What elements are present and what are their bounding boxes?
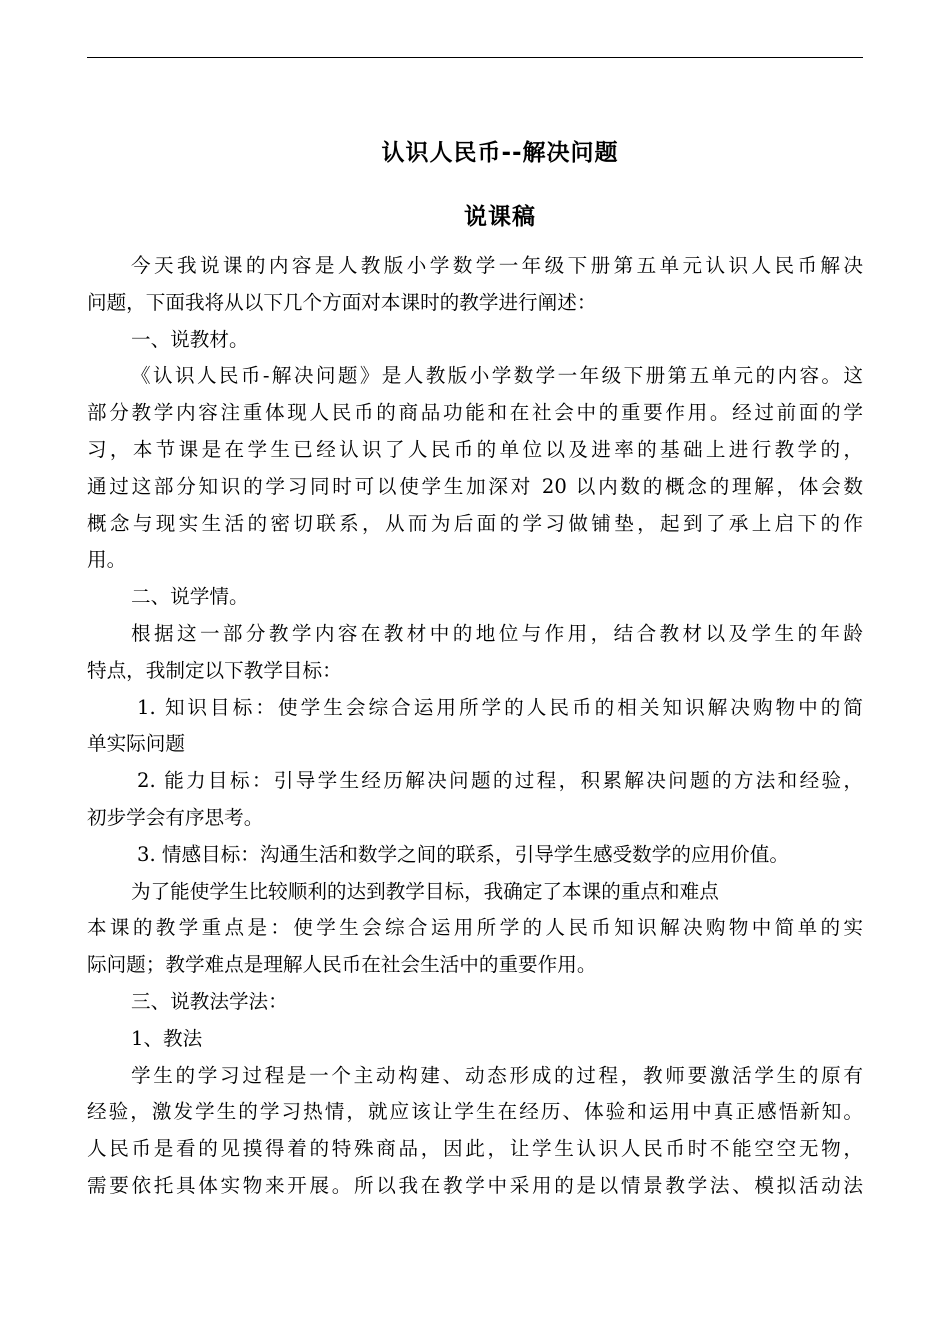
text-line: 际问题；教学难点是理解人民币在社会生活中的重要作用。	[87, 953, 597, 977]
text-line: 学生的学习过程是一个主动构建、动态形成的过程，教师要激活学生的原有	[131, 1063, 863, 1087]
list-item: 1. 知识目标：使学生会综合运用所学的人民币的相关知识解决购物中的简	[137, 695, 863, 719]
text-line: 概念与现实生活的密切联系，从而为后面的学习做铺垫，起到了承上启下的作	[87, 511, 863, 535]
text-line: 本课的教学重点是：使学生会综合运用所学的人民币知识解决购物中简单的实	[87, 916, 863, 940]
document-title: 认识人民币--解决问题	[381, 140, 619, 166]
text-line: 初步学会有序思考。	[87, 805, 264, 829]
text-line: 通过这部分知识的学习同时可以使学生加深对 20 以内数的概念的理解，体会数	[87, 474, 863, 498]
text-line: 今天我说课的内容是人教版小学数学一年级下册第五单元认识人民币解决	[131, 254, 863, 277]
text-line: 经验，激发学生的学习热情，就应该让学生在经历、体验和运用中真正感悟新知。	[87, 1100, 863, 1124]
text-line: 需要依托具体实物来开展。所以我在教学中采用的是以情景教学法、模拟活动法	[87, 1173, 863, 1197]
document-body	[87, 248, 863, 1205]
section-heading: 三、说教法学法：	[131, 989, 288, 1013]
text-line: 为了能使学生比较顺利的达到教学目标，我确定了本课的重点和难点	[131, 879, 719, 903]
subsection-heading: 1、教法	[131, 1026, 203, 1050]
text-line: 特点，我制定以下教学目标：	[87, 658, 342, 682]
text-line: 习，本节课是在学生已经认识了人民币的单位以及进率的基础上进行教学的，	[87, 437, 863, 461]
text-line: 部分教学内容注重体现人民币的商品功能和在社会中的重要作用。经过前面的学	[87, 401, 863, 425]
list-item: 3. 情感目标：沟通生活和数学之间的联系，引导学生感受数学的应用价值。	[137, 842, 789, 866]
section-heading: 一、说教材。	[131, 327, 249, 351]
section-heading: 二、说学情。	[131, 585, 249, 609]
text-line: 人民币是看的见摸得着的特殊商品，因此，让学生认识人民币时不能空空无物，	[87, 1137, 863, 1161]
header-rule	[87, 57, 863, 58]
text-line: 用。	[87, 548, 127, 572]
text-line: 根据这一部分教学内容在教材中的地位与作用，结合教材以及学生的年龄	[131, 621, 863, 645]
text-line: 《认识人民币-解决问题》是人教版小学数学一年级下册第五单元的内容。这	[131, 364, 863, 388]
text-line: 单实际问题	[87, 732, 185, 756]
list-item: 2. 能力目标：引导学生经历解决问题的过程，积累解决问题的方法和经验，	[137, 769, 863, 793]
document-subtitle: 说课稿	[464, 204, 536, 230]
text-line: 问题，下面我将从以下几个方面对本课时的教学进行阐述：	[87, 290, 597, 314]
